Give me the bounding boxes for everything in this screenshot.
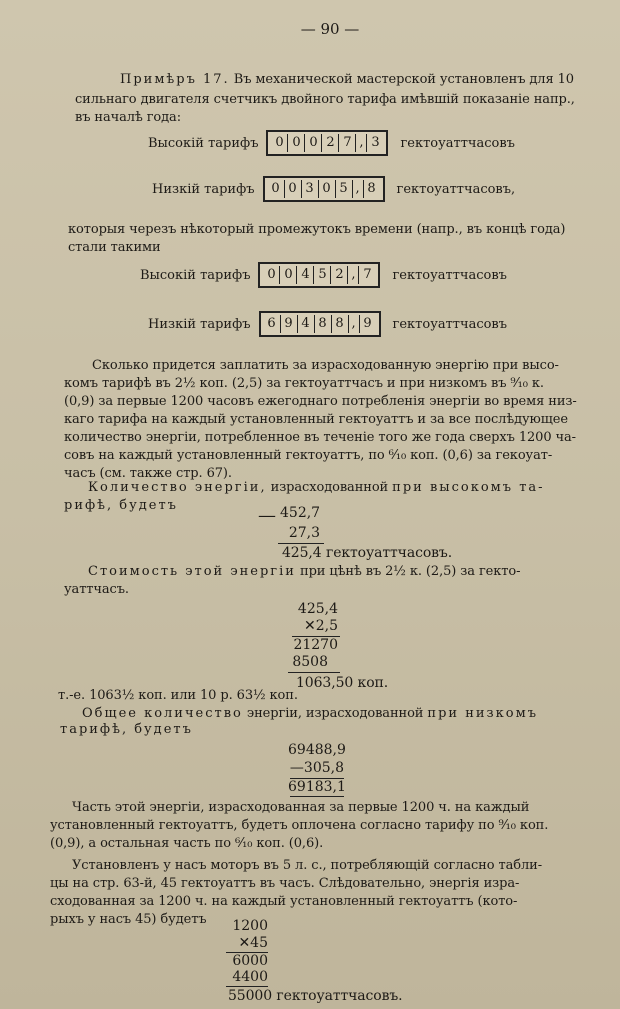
high-energy-unit: гектоуаттчасовъ. bbox=[325, 545, 453, 561]
meter-digit: 0 bbox=[305, 134, 322, 152]
page-number: — 90 — bbox=[300, 20, 360, 38]
meter-separator: , bbox=[356, 134, 367, 152]
high-cost-b: ✕2,5 bbox=[304, 618, 338, 634]
reading-start-low bbox=[152, 176, 515, 202]
reading-end-low bbox=[148, 311, 507, 337]
motor-calc-p1: 6000 bbox=[232, 953, 268, 969]
motor-text-line: рыхъ у насъ 45) будетъ bbox=[50, 912, 207, 927]
motor-calc-result: 55000 bbox=[228, 988, 273, 1004]
reading-label: Низкій тарифъ bbox=[152, 181, 255, 197]
high-energy-intro-spaced: Количество энергіи, bbox=[88, 480, 267, 495]
high-energy-result-line bbox=[282, 545, 452, 561]
example-line-3: въ началѣ года: bbox=[75, 110, 181, 125]
low-energy-intro bbox=[82, 706, 538, 721]
motor-calc-p2: 4400 bbox=[232, 969, 268, 985]
meter-digit: 2 bbox=[331, 266, 348, 284]
minus-sign: — bbox=[258, 505, 276, 526]
high-energy-intro-mid: израсходованной bbox=[270, 480, 389, 495]
meter-counter bbox=[266, 130, 388, 156]
high-cost-intro-rest: при цѣнѣ въ 2½ к. (2,5) за гекто- bbox=[300, 564, 521, 579]
meter-digit: 4 bbox=[297, 266, 314, 284]
reading-unit: гектоуаттчасовъ bbox=[392, 267, 507, 283]
high-cost-a: 425,4 bbox=[297, 601, 338, 617]
low-energy-a: 69488,9 bbox=[288, 742, 346, 758]
low-energy-result: 69183,1 bbox=[288, 779, 346, 795]
reading-unit: гектоуаттчасовъ bbox=[392, 316, 508, 332]
meter-digit: 0 bbox=[268, 180, 285, 198]
motor-calc-result-line bbox=[228, 988, 403, 1004]
high-energy-b: 27,3 bbox=[288, 525, 320, 541]
meter-digit: 9 bbox=[281, 315, 298, 333]
motor-text-line: цы на стр. 63-й, 45 гектоуаттъ въ часъ. Слѣдовательно, энергія изра- bbox=[50, 876, 520, 891]
example-heading: Примѣръ 17. bbox=[120, 72, 230, 87]
question-line: каго тарифа на каждый установленный гектоуаттъ и за все послѣдующее bbox=[64, 412, 568, 427]
motor-calc-unit: гектоуаттчасовъ. bbox=[276, 988, 403, 1004]
low-energy-intro-spaced-2: при низкомъ bbox=[427, 706, 538, 721]
question-line: (0,9) за первые 1200 часовъ ежегоднаго потребленія энергіи во время низ- bbox=[64, 394, 577, 409]
reading-end-high bbox=[140, 262, 507, 288]
motor-text-line: сходованная за 1200 ч. на каждый установленный гектоуаттъ (кото- bbox=[50, 894, 518, 909]
low-energy-intro-line-2: тарифѣ, будетъ bbox=[60, 722, 193, 737]
example-line-2: сильнаго двигателя счетчикъ двойного тарифа имѣвшій показаніе напр., bbox=[75, 92, 575, 107]
result-rule bbox=[290, 796, 344, 797]
meter-digit: 3 bbox=[302, 180, 319, 198]
reading-label: Высокій тарифъ bbox=[148, 135, 259, 151]
meter-digit: 8 bbox=[315, 315, 332, 333]
meter-digit-fraction: 9 bbox=[363, 316, 372, 331]
meter-digit: 5 bbox=[336, 180, 353, 198]
sum-rule bbox=[226, 986, 268, 987]
motor-calc-b: ✕45 bbox=[238, 935, 268, 951]
meter-digit: 7 bbox=[339, 134, 356, 152]
mid-text-line-1: которыя черезъ нѣкоторый промежутокъ времени (напр., въ концѣ года) bbox=[68, 222, 566, 237]
motor-text-line: Установленъ у насъ моторъ въ 5 л. с., потребляющій согласно табли- bbox=[72, 858, 542, 873]
high-energy-intro-spaced-2: при высокомъ та- bbox=[392, 480, 545, 495]
meter-digit: 4 bbox=[298, 315, 315, 333]
high-energy-intro bbox=[88, 480, 545, 495]
question-line: Сколько придется заплатить за израсходованную энергію при высо- bbox=[92, 358, 559, 373]
question-line: комъ тарифѣ въ 2½ коп. (2,5) за гектоуаттчасъ и при низкомъ въ ⁹⁄₁₀ к. bbox=[64, 376, 544, 391]
meter-digit: 0 bbox=[319, 180, 336, 198]
meter-digit: 5 bbox=[314, 266, 331, 284]
meter-digit: 0 bbox=[288, 134, 305, 152]
motor-calc-a: 1200 bbox=[232, 918, 268, 934]
high-energy-intro-line-2: рифѣ, будетъ bbox=[64, 498, 178, 513]
high-cost-p2: 8508 bbox=[292, 654, 328, 670]
low-energy-intro-spaced: Общее количество bbox=[82, 706, 243, 721]
meter-digit-fraction: 7 bbox=[363, 267, 372, 282]
meter-digit-fraction: 3 bbox=[371, 135, 380, 150]
reading-label: Высокій тарифъ bbox=[140, 267, 251, 283]
ie-line: т.-е. 1063½ коп. или 10 р. 63½ коп. bbox=[58, 688, 298, 703]
example-line-1-rest: Въ механической мастерской установленъ для 10 bbox=[233, 72, 574, 87]
high-energy-a: 452,7 bbox=[280, 505, 321, 521]
question-line: часъ (см. также стр. 67). bbox=[64, 466, 232, 481]
part-text-line: Часть этой энергіи, израсходованная за первые 1200 ч. на каждый bbox=[72, 800, 530, 815]
meter-counter bbox=[258, 262, 380, 288]
low-energy-b: —305,8 bbox=[289, 760, 344, 776]
low-energy-intro-mid: энергіи, израсходованной bbox=[246, 706, 424, 721]
reading-unit: гектоуаттчасовъ bbox=[400, 135, 515, 151]
sum-rule bbox=[278, 543, 324, 544]
meter-counter bbox=[263, 176, 385, 202]
question-line: количество энергіи, потребленное въ теченіе того же года сверхъ 1200 ча- bbox=[64, 430, 576, 445]
meter-digit: 0 bbox=[285, 180, 302, 198]
meter-digit-fraction: 8 bbox=[367, 181, 376, 196]
reading-start-high bbox=[148, 130, 515, 156]
part-text-line: (0,9), а остальная часть по ⁶⁄₁₀ коп. (0,6). bbox=[50, 836, 324, 851]
high-energy-result: 425,4 bbox=[282, 545, 322, 561]
high-cost-intro-spaced: Стоимость этой энергіи bbox=[88, 564, 296, 579]
meter-digit: 0 bbox=[263, 266, 280, 284]
part-text-line: установленный гектоуаттъ, будетъ оплочена согласно тарифу по ⁹⁄₁₀ коп. bbox=[50, 818, 549, 833]
meter-separator: , bbox=[348, 266, 359, 284]
meter-separator: , bbox=[349, 315, 360, 333]
meter-digit: 8 bbox=[332, 315, 349, 333]
reading-label: Низкій тарифъ bbox=[148, 316, 251, 332]
meter-digit: 6 bbox=[264, 315, 281, 333]
sum-rule bbox=[288, 672, 340, 673]
high-cost-p1: 21270 bbox=[293, 637, 338, 653]
question-line: совъ на каждый установленный гектоуаттъ, по ⁶⁄₁₀ коп. (0,6) за гекоуат- bbox=[64, 448, 553, 463]
meter-digit: 2 bbox=[322, 134, 339, 152]
high-cost-intro bbox=[88, 564, 520, 579]
meter-digit: 0 bbox=[280, 266, 297, 284]
example-line-1 bbox=[120, 72, 574, 87]
high-cost-intro-line-2: уаттчасъ. bbox=[64, 582, 129, 597]
high-cost-result: 1063,50 коп. bbox=[296, 675, 389, 691]
mid-text-line-2: стали такими bbox=[68, 240, 161, 255]
meter-digit: 0 bbox=[271, 134, 288, 152]
meter-separator: , bbox=[353, 180, 364, 198]
reading-unit: гектоуаттчасовъ, bbox=[396, 181, 516, 197]
meter-counter bbox=[259, 311, 381, 337]
